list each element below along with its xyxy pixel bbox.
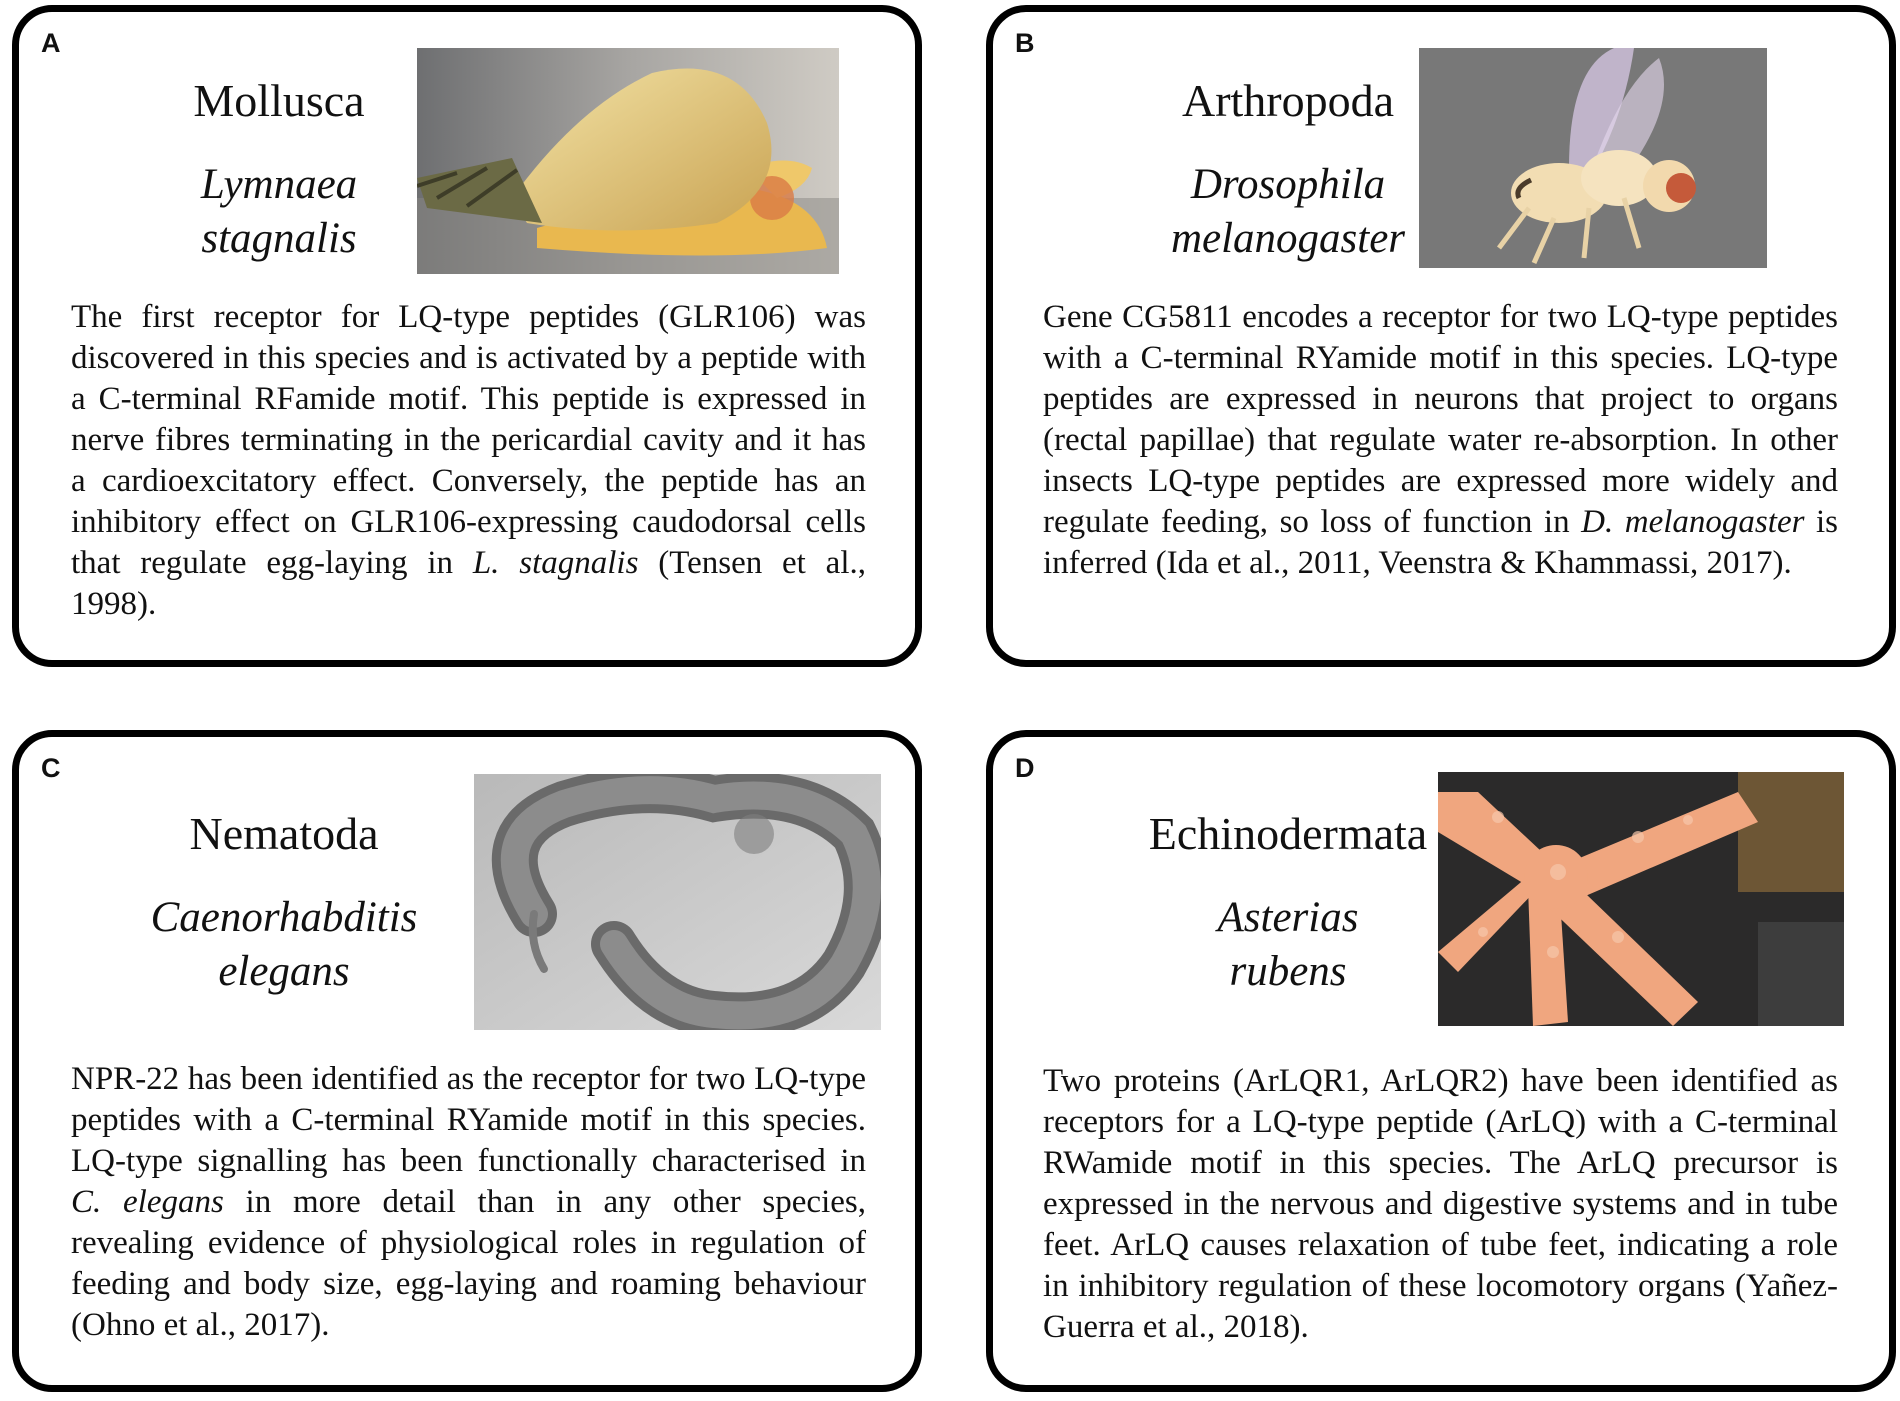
italic-species-ref: D. melanogaster: [1581, 504, 1805, 540]
panel-letter: A: [41, 28, 61, 58]
species-epithet: melanogaster: [1170, 215, 1406, 262]
panel-b: [986, 5, 1896, 667]
species-name: [1093, 891, 1483, 999]
nematode-photo: [474, 774, 881, 1030]
panel-letter: B: [1015, 28, 1035, 58]
snail-photo: [417, 48, 839, 274]
description-text: Gene CG5811 encodes a receptor for two LQ-type peptides with a C-terminal RYamide motif in this species. LQ-type peptides are expressed in neurons that project to organs (rectal papillae) that regulate water re-absorption. In other insects LQ-type peptides are expressed more widely and regulate feeding, so loss of function in: [1043, 299, 1838, 540]
species-genus: Caenorhabditis: [150, 894, 418, 941]
description-text: is inferred (Ida et al., 2011, Veenstra & Khammassi, 2017).: [1043, 504, 1838, 581]
panel-a: [12, 5, 922, 667]
panel-letter: C: [41, 753, 61, 783]
description-text: (Tensen et al., 1998).: [71, 545, 866, 622]
phylum-title: Arthropoda: [1181, 75, 1395, 126]
species-epithet: elegans: [218, 948, 350, 995]
description-text: NPR-22 has been identified as the receptor for two LQ-type peptides with a C-terminal RYamide motif in this species. LQ-type signalling has been functionally characterised in: [71, 1061, 866, 1179]
species-epithet: stagnalis: [201, 215, 357, 262]
panel-c: [12, 730, 922, 1392]
species-epithet: rubens: [1229, 948, 1347, 995]
description-text: in more detail than in any other species, revealing evidence of physiological roles in regulation of feeding and body size, egg-laying and roaming behaviour (Ohno et al., 2017).: [71, 1184, 866, 1343]
species-genus: Drosophila: [1190, 161, 1386, 208]
species-name: [114, 891, 454, 999]
panel-description: [71, 1059, 866, 1346]
species-name: [129, 158, 429, 266]
phylum-title: Nematoda: [189, 808, 379, 859]
panel-description: [1043, 1061, 1838, 1348]
panel-d: [986, 730, 1896, 1392]
panel-description: [1043, 297, 1838, 584]
phylum-title: Echinodermata: [1148, 808, 1428, 859]
italic-species-ref: C. elegans: [71, 1184, 224, 1220]
description-text: Two proteins (ArLQR1, ArLQR2) have been identified as receptors for a LQ-type peptide (ArLQ) with a C-terminal RWamide motif in this species. The ArLQ precursor is expressed in the nervous and digestive systems and in tube feet. ArLQ causes relaxation of tube feet, indicating a role in inhibitory regulation of these locomotory organs (Yañez-Guerra et al., 2018).: [1043, 1063, 1838, 1345]
species-genus: Lymnaea: [200, 161, 358, 208]
phylum-title: Mollusca: [193, 75, 365, 126]
panel-description: [71, 297, 866, 625]
starfish-photo: [1438, 772, 1844, 1026]
panel-letter: D: [1015, 753, 1035, 783]
species-genus: Asterias: [1217, 894, 1359, 941]
description-text: The first receptor for LQ-type peptides (GLR106) was discovered in this species and is activated by a peptide with a C-terminal RFamide motif. This peptide is expressed in nerve fibres terminating in the pericardial cavity and it has a cardioexcitatory effect. Conversely, the peptide has an inhibitory effect on GLR106-expressing caudodorsal cells that regulate egg-laying in: [71, 299, 866, 581]
italic-species-ref: L. stagnalis: [472, 545, 639, 581]
fruit-fly-photo: [1419, 48, 1767, 268]
